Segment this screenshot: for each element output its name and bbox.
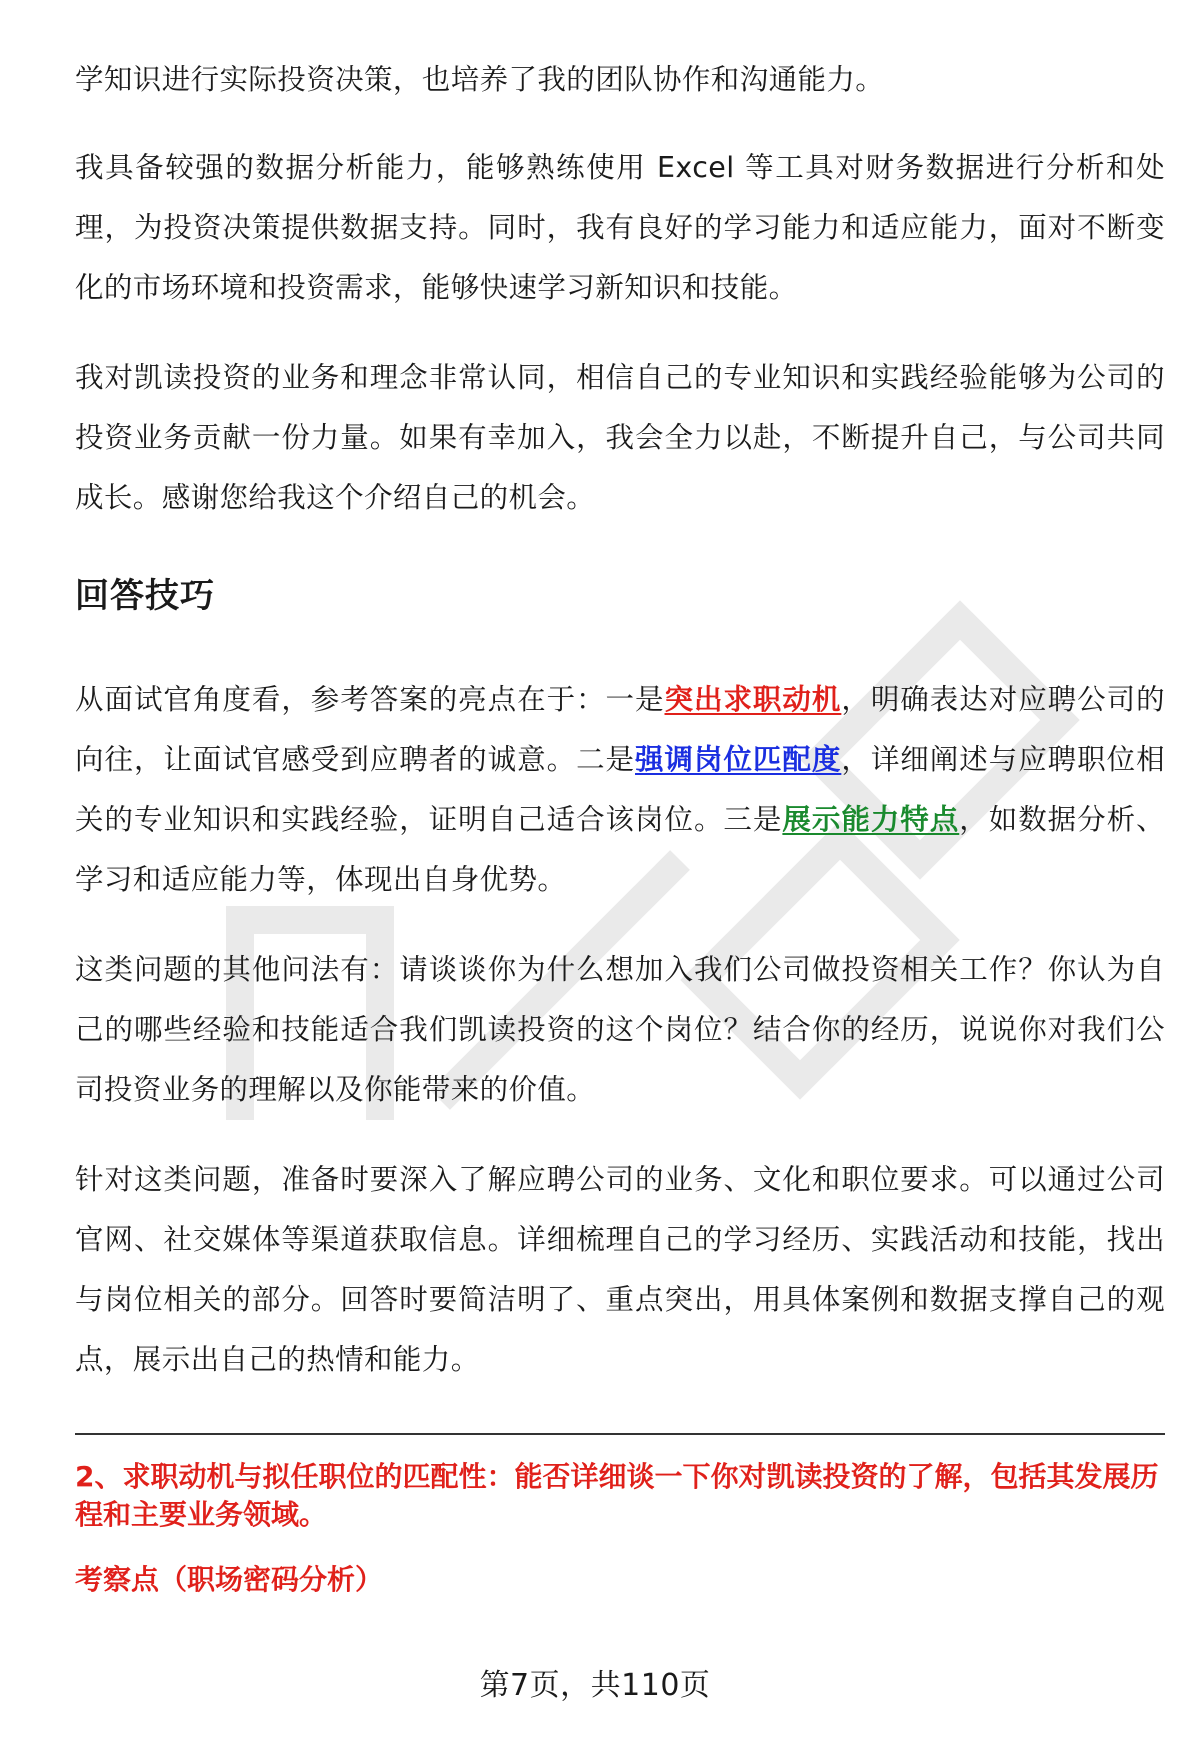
highlight-job-match: 强调岗位匹配度 <box>635 743 842 776</box>
document-page <box>75 0 1165 1755</box>
tips-text-b: ，明确表达对应聘公司的向往，让面试官感受到应聘者的诚意。二是 <box>75 683 1166 776</box>
paragraph-skills: 我具备较强的数据分析能力，能够熟练使用 Excel 等工具对财务数据进行分析和处理，为投资决策提供数据支持。同时，我有良好的学习能力和适应能力，面对不断变化的市场环境和投资需求，能够快速学习新知识和技能。 <box>75 151 1165 304</box>
paragraph-alt-questions: 这类问题的其他问法有：请谈谈你为什么想加入我们公司做投资相关工作？你认为自己的哪些经验和技能适合我们凯读投资的这个岗位？结合你的经历，说说你对我们公司投资业务的理解以及你能带来的价值。 <box>75 953 1165 1106</box>
question-subheading: 考察点（职场密码分析） <box>75 1563 384 1596</box>
tips-text-d: ，如数据分析、学习和适应能力等，体现出自身优势。 <box>75 803 1165 896</box>
section-heading-tips: 回答技巧 <box>75 576 215 616</box>
paragraph-intro-end: 学知识进行实际投资决策，也培养了我的团队协作和沟通能力。 <box>75 63 885 96</box>
section-divider <box>75 1433 1165 1435</box>
highlight-abilities: 展示能力特点 <box>782 803 960 836</box>
paragraph-preparation: 针对这类问题，准备时要深入了解应聘公司的业务、文化和职位要求。可以通过公司官网、社交媒体等渠道获取信息。详细梳理自己的学习经历、实践活动和技能，找出与岗位相关的部分。回答时要简洁明了、重点突出，用具体案例和数据支撑自己的观点，展示出自己的热情和能力。 <box>75 1163 1165 1376</box>
page-footer: 第7页，共110页 <box>479 1668 711 1703</box>
paragraph-closing: 我对凯读投资的业务和理念非常认同，相信自己的专业知识和实践经验能够为公司的投资业务贡献一份力量。如果有幸加入，我会全力以赴，不断提升自己，与公司共同成长。感谢您给我这个介绍自己的机会。 <box>75 361 1165 514</box>
paragraph-tips-highlights <box>75 670 1165 910</box>
tips-text-a: 从面试官角度看，参考答案的亮点在于：一是 <box>75 683 665 716</box>
question-title: 2、求职动机与拟任职位的匹配性：能否详细谈一下你对凯读投资的了解，包括其发展历程和主要业务领域。 <box>75 1460 1159 1531</box>
tips-text-c: ，详细阐述与应聘职位相关的专业知识和实践经验，证明自己适合该岗位。三是 <box>75 743 1165 836</box>
highlight-motivation: 突出求职动机 <box>664 683 842 716</box>
